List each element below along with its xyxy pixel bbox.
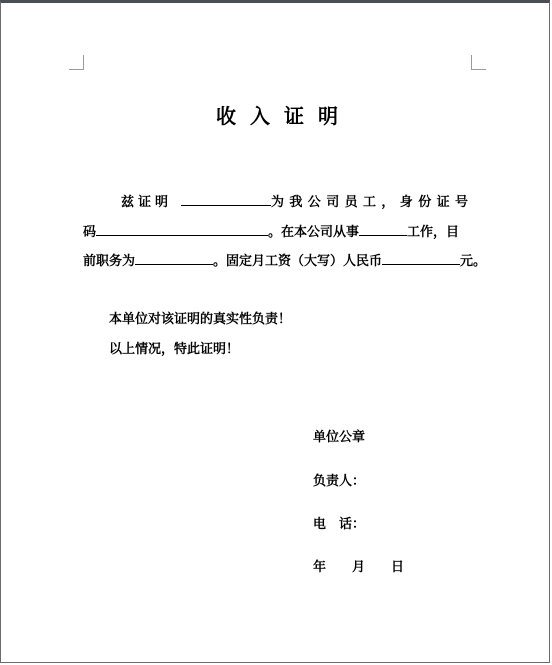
line1 <box>121 191 271 210</box>
company-seal-label: 单位公章 <box>313 430 366 445</box>
line3 <box>83 250 486 269</box>
job-blank[interactable] <box>359 223 407 236</box>
statement-certification: 以上情况，特此证明！ <box>109 342 240 357</box>
statement-truthfulness: 本单位对该证明的真实性负责！ <box>109 312 292 327</box>
line1-prefix: 兹证明 <box>121 195 173 210</box>
line2-suffix: 工作，目 <box>407 225 460 240</box>
name-blank[interactable] <box>181 193 271 206</box>
line3-middle: 。固定月工资（大写）人民币 <box>213 254 383 269</box>
position-blank[interactable] <box>135 252 213 265</box>
line2 <box>83 221 459 240</box>
line1-suffix: 为我公司员工，身份证号 <box>271 195 474 210</box>
phone-label: 电 话： <box>313 517 366 532</box>
line3-suffix: 元。 <box>460 254 487 269</box>
id-number-blank[interactable] <box>96 223 268 236</box>
top-left-margin-marker <box>69 55 84 70</box>
line2-prefix: 码 <box>83 225 97 240</box>
document-title: 收入证明 <box>216 104 352 128</box>
responsible-person-label: 负责人： <box>313 474 366 489</box>
salary-blank[interactable] <box>382 252 460 265</box>
line2-middle: 。在本公司从事 <box>268 225 360 240</box>
date-label: 年 月 日 <box>313 560 405 575</box>
line3-prefix: 前职务为 <box>83 254 136 269</box>
top-right-margin-marker <box>471 55 486 70</box>
